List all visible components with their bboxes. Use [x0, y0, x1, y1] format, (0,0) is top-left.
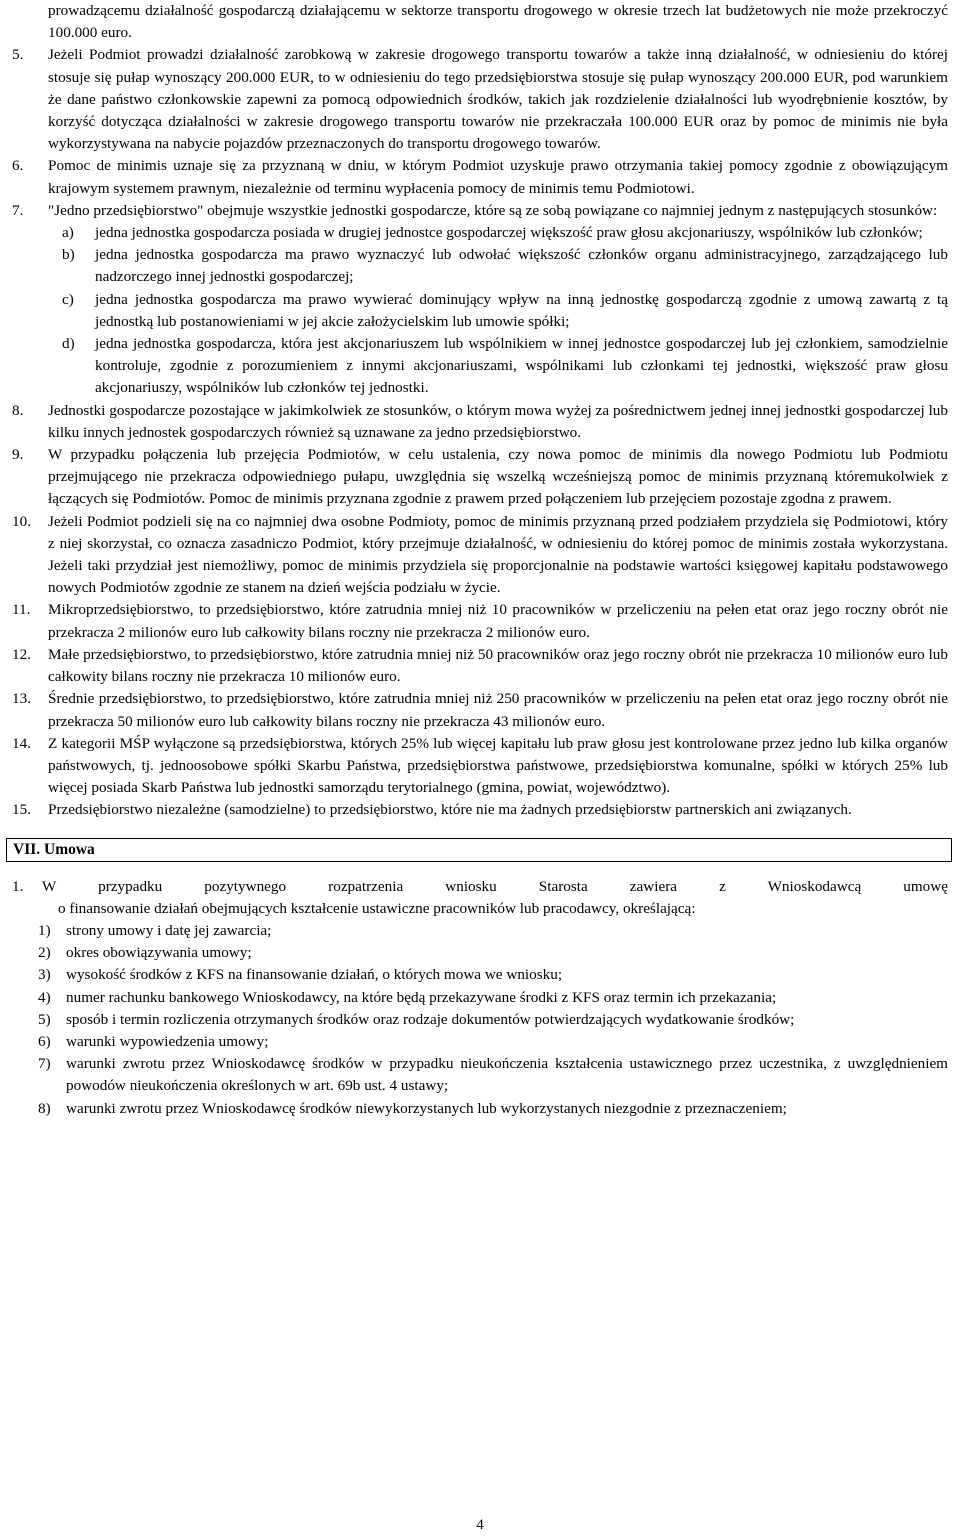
umowa-point	[38, 964, 948, 986]
list-item	[12, 44, 948, 155]
item-text: "Jedno przedsiębiorstwo" obejmuje wszystkie jednostki gospodarcze, które są ze sobą powiązane co najmniej jednym z następujących stosunków:	[48, 201, 938, 219]
item-number: 8.	[12, 401, 24, 419]
umowa-point-number: 6)	[38, 1032, 51, 1050]
list-item	[12, 799, 948, 821]
umowa-point	[38, 1031, 948, 1053]
list-item	[12, 155, 948, 199]
list-item	[12, 511, 948, 600]
section-title: VII. Umowa	[13, 840, 95, 858]
sub-item-text: jedna jednostka gospodarcza ma prawo wyznaczyć lub odwołać większość członków organu administracyjnego, zarządzającego lub nadzorczego innej jednostki gospodarczej;	[95, 246, 948, 286]
sub-item	[48, 222, 948, 244]
item-text: Średnie przedsiębiorstwo, to przedsiębiorstwo, które zatrudnia mniej niż 250 pracowników w przeliczeniu na pełen etat oraz jego roczny obrót nie przekracza 50 milionów euro lub całkowity bilans roczny nie przekracza 43 milionów euro.	[48, 690, 948, 730]
umowa-section	[12, 876, 948, 1120]
umowa-point-text: okres obowiązywania umowy;	[66, 944, 252, 962]
item-number: 9.	[12, 446, 24, 464]
item-text: Z kategorii MŚP wyłączone są przedsiębiorstwa, których 25% lub więcej kapitału lub praw głosu jest kontrolowane przez jedno lub kilka organów państwowych, tj. jednoosobowe spółki Skarbu Państwa, przedsiębiorstwa państwowe, przedsiębiorstwa komunalne, spółki w których 25% lub więcej posiada Skarb Państwa lub jednostki samorządu terytorialnego (gmina, powiat, województwo).	[48, 734, 948, 797]
umowa-point	[38, 1053, 948, 1097]
umowa-point	[38, 942, 948, 964]
item-text: Jeżeli Podmiot podzieli się na co najmniej dwa osobne Podmioty, pomoc de minimis przyznaną przed podziałem przydziela się Podmiotowi, który z niej skorzystał, co oznacza zasadniczo Podmiot, który przejmuje działalność, w odniesieniu do której pomoc de minimis została wykorzystana. Jeżeli taki przydział jest niemożliwy, pomoc de minimis przydziela się proporcjonalnie na podstawie wartości księgowej kapitału podstawowego nowych Podmiotów zgodnie ze stanem na dzień wejścia podziału w życie.	[48, 512, 948, 597]
umowa-point	[38, 1009, 948, 1031]
item-number: 6.	[12, 157, 24, 175]
document-page	[12, 0, 948, 1120]
umowa-point-text: warunki zwrotu przez Wnioskodawcę środków niewykorzystanych lub wykorzystanych niezgodnie z przeznaczeniem;	[66, 1099, 787, 1117]
sub-item-label: d)	[62, 335, 75, 353]
sub-item-label: b)	[62, 246, 75, 264]
list-item	[12, 688, 948, 732]
umowa-point-number: 1)	[38, 921, 51, 939]
umowa-point	[38, 987, 948, 1009]
item-number: 5.	[12, 46, 24, 64]
list-item	[12, 444, 948, 511]
list-item	[12, 200, 948, 222]
umowa-point-text: numer rachunku bankowego Wnioskodawcy, na które będą przekazywane środki z KFS oraz termin ich przekazania;	[66, 988, 777, 1006]
umowa-point-number: 8)	[38, 1099, 51, 1117]
item-number: 13.	[12, 690, 31, 708]
list-item	[12, 599, 948, 643]
item-number: 10.	[12, 512, 31, 530]
umowa-point-number: 7)	[38, 1055, 51, 1073]
umowa-point-text: strony umowy i datę jej zawarcia;	[66, 921, 272, 939]
intro-paragraph: prowadzącemu działalność gospodarczą działającemu w sektorze transportu drogowego w okresie trzech lat budżetowych nie może przekroczyć 100.000 euro.	[48, 2, 948, 42]
item-number: 7.	[12, 201, 24, 219]
item-text: Przedsiębiorstwo niezależne (samodzielne) to przedsiębiorstwo, które nie ma żadnych przedsiębiorstw partnerskich ani związanych.	[48, 801, 852, 819]
item-number: 12.	[12, 645, 31, 663]
umowa-point-text: sposób i termin rozliczenia otrzymanych środków oraz rodzaje dokumentów potwierdzających wydatkowanie środków;	[66, 1010, 795, 1028]
umowa-point-text: warunki wypowiedzenia umowy;	[66, 1032, 269, 1050]
list-item	[12, 400, 948, 444]
page-number: 4	[476, 1517, 484, 1533]
item-text: Małe przedsiębiorstwo, to przedsiębiorstwo, które zatrudnia mniej niż 50 pracowników oraz jego roczny obrót nie przekracza 10 milionów euro lub całkowity bilans roczny nie przekracza 10 milionów euro.	[48, 645, 948, 686]
umowa-point	[38, 1098, 948, 1120]
umowa-item	[12, 876, 948, 898]
umowa-point-number: 5)	[38, 1010, 51, 1028]
umowa-point-text: wysokość środków z KFS na finansowanie działań, o których mowa we wniosku;	[66, 966, 563, 984]
sub-item-text: jedna jednostka gospodarcza posiada w drugiej jednostce gospodarczej większość praw głosu akcjonariuszy, wspólników lub członków;	[95, 224, 923, 242]
item-text: Mikroprzedsiębiorstwo, to przedsiębiorstwo, które zatrudnia mniej niż 10 pracowników w przeliczeniu na pełen etat oraz jego roczny obrót nie przekracza 2 milionów euro lub całkowity bilans roczny nie przekracza 2 milionów euro.	[48, 601, 948, 641]
sub-item	[48, 289, 948, 333]
item-number: 11.	[12, 601, 31, 619]
umowa-point-text: warunki zwrotu przez Wnioskodawcę środków w przypadku nieukończenia kształcenia ustawicznego przez uczestnika, z uwzględnieniem powodów nieukończenia określonych w art. 69b ust. 4 ustawy;	[66, 1055, 948, 1095]
item-text: Jeżeli Podmiot prowadzi działalność zarobkową w zakresie drogowego transportu towarów a także inną działalność, w odniesieniu do której stosuje się pułap wynoszący 200.000 EUR, to w odniesieniu do tego przedsiębiorstwa stosuje się pułap wynoszący 200.000 EUR, pod warunkiem że dane państwo członkowskie zapewni za pomocą odpowiednich środków, takich jak rozdzielenie działalności lub wyodrębnienie kosztów, by korzyść dotycząca działalności w zakresie drogowego transportu towarów nie przekraczała 100.000 EUR oraz by pomoc de minimis nie była wykorzystywana na nabycie pojazdów przeznaczonych do transportu drogowego towarów.	[48, 46, 948, 153]
item-text: Pomoc de minimis uznaje się za przyznaną w dniu, w którym Podmiot uzyskuje prawo otrzymania takiej pomocy zgodnie z obowiązującym krajowym systemem prawnym, niezależnie od terminu wypłacenia pomocy de minimis temu Podmiotowi.	[48, 157, 948, 197]
item-text: Jednostki gospodarcze pozostające w jakimkolwiek ze stosunków, o którym mowa wyżej za pośrednictwem jednej innej jednostki gospodarczej lub kilku innych jednostek gospodarczych również są uznawane za jedno przedsiębiorstwo.	[48, 401, 948, 441]
item-number: 14.	[12, 734, 31, 752]
item-text: W przypadku połączenia lub przejęcia Podmiotów, w celu ustalenia, czy nowa pomoc de minimis dla nowego Podmiotu lub Podmiotu przejmującego nie przekracza odpowiedniego pułapu, uwzględnia się wszelką wcześniejszą pomoc de minimis przyznaną któremukolwiek z łączących się Podmiotów. Pomoc de minimis przyznana zgodnie z prawem przed połączeniem lub przejęciem pozostaje zgodna z prawem.	[48, 446, 948, 508]
list-item	[12, 644, 948, 688]
sub-item	[48, 333, 948, 400]
umowa-point-number: 2)	[38, 944, 51, 962]
list-item	[12, 733, 948, 800]
item-number: 15.	[12, 801, 31, 819]
umowa-item-number: 1.	[12, 877, 24, 895]
sub-item	[48, 244, 948, 288]
umowa-point-number: 3)	[38, 966, 51, 984]
umowa-point	[38, 920, 948, 942]
sub-item-text: jedna jednostka gospodarcza ma prawo wywierać dominujący wpływ na inną jednostkę gospodarczą zgodnie z umową zawartą z tą jednostką lub postanowieniami w jej akcie założycielskim lub umowie spółki;	[95, 290, 948, 330]
umowa-item-line2: o finansowanie działań obejmujących kształcenie ustawiczne pracowników lub pracodawcy, określającą:	[58, 899, 696, 917]
umowa-item-line1: W przypadku pozytywnego rozpatrzenia wniosku Starosta zawiera z Wnioskodawcą umowę	[42, 877, 948, 895]
sub-item-label: c)	[62, 290, 74, 308]
section-heading-box	[6, 838, 952, 862]
sub-item-label: a)	[62, 224, 74, 242]
umowa-point-number: 4)	[38, 988, 51, 1006]
sub-item-text: jedna jednostka gospodarcza, która jest akcjonariuszem lub wspólnikiem w innej jednostce gospodarczej lub jej członkiem, samodzielnie kontroluje, zgodnie z porozumieniem z innymi akcjonariuszami, wspólnikami lub członkami tej jednostki, większość praw głosu akcjonariuszy, wspólników lub członków tej jednostki.	[95, 335, 948, 397]
